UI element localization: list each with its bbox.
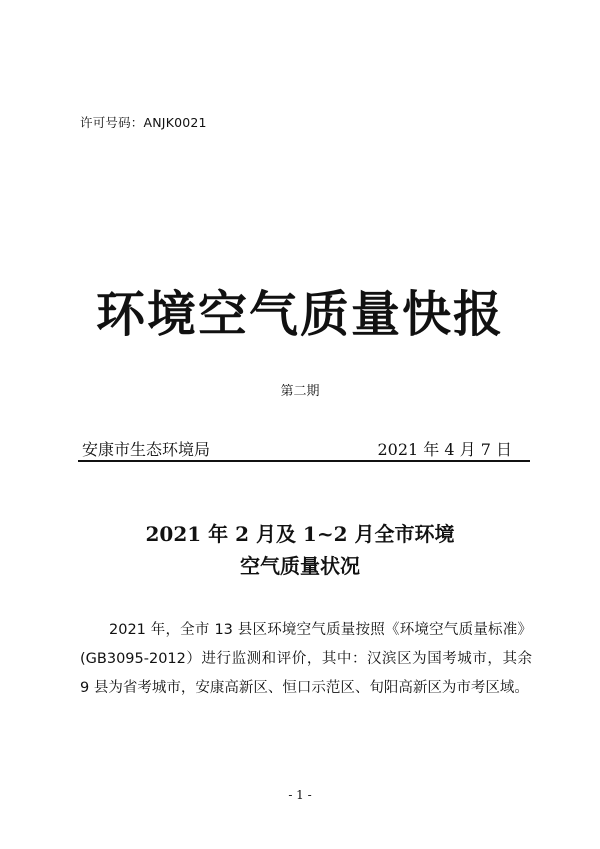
issue-date: 2021 年 4 月 7 日 bbox=[377, 440, 512, 459]
article-title bbox=[0, 518, 600, 582]
license-number: 许可号码：ANJK0021 bbox=[80, 115, 207, 130]
page-number: - 1 - bbox=[288, 788, 312, 802]
body-paragraph: 2021 年，全市 13 县区环境空气质量按照《环境空气质量标准》(GB3095-2012）进行监测和评价，其中：汉滨区为国考城市，其余 9 县为省考城市，安康高新区、恒口示范区、旬阳高新区为市考区域。 bbox=[80, 622, 532, 696]
article-title-line-1: 2021 年 2 月及 1~2 月全市环境 bbox=[145, 522, 455, 546]
header-divider bbox=[78, 460, 530, 462]
article-title-line-2: 空气质量状况 bbox=[240, 554, 360, 578]
issuing-authority: 安康市生态环境局 bbox=[82, 440, 211, 459]
report-title: 环境空气质量快报 bbox=[95, 285, 504, 343]
issue-number: 第二期 bbox=[280, 384, 320, 399]
